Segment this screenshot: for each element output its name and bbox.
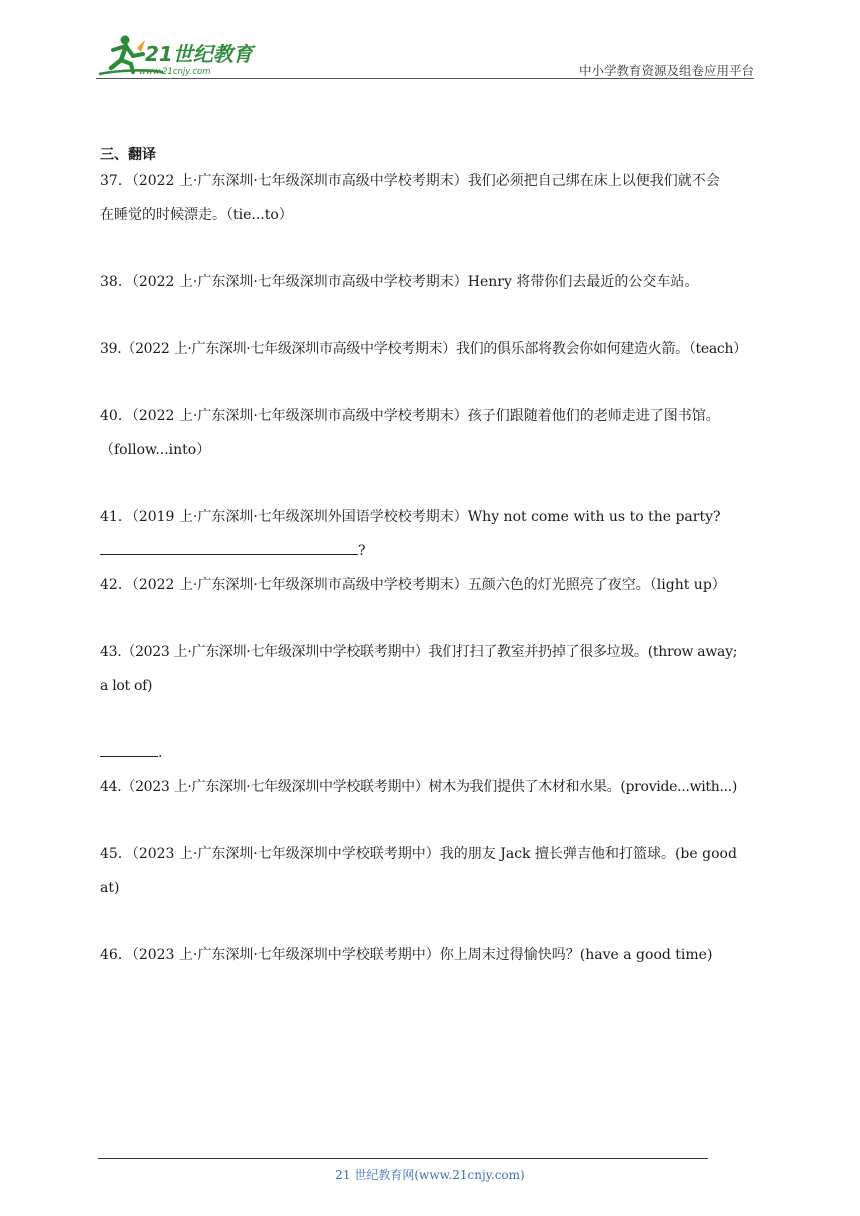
question-38: 38．（2022 上·广东深圳·七年级深圳市高级中学校考期末）Henry 将带你们去最近的公交车站。 [100, 274, 699, 290]
page-header [0, 0, 860, 90]
header-divider [96, 78, 754, 79]
document-body [100, 144, 770, 972]
question-37: 37．（2022 上·广东深圳·七年级深圳市高级中学校考期末）我们必须把自己绑在床上以便我们就不会 在睡觉的时候漂走。（tie...to） [100, 173, 720, 223]
svg-text:www.21cnjy.com: www.21cnjy.com [139, 67, 211, 77]
question-45: 45．（2023 上·广东深圳·七年级深圳中学校联考期中）我的朋友 Jack 擅长弹吉他和打篮球。(be good at) [100, 846, 737, 896]
logo [93, 34, 258, 80]
question-44: 44.（2023 上·广东深圳·七年级深圳中学校联考期中）树木为我们提供了木材和水果。(provide...with...) [100, 779, 738, 795]
platform-name: 中小学教育资源及组卷应用平台 [578, 63, 754, 78]
footer-link[interactable]: 21 世纪教育网(www.21cnjy.com) [335, 1168, 525, 1182]
question-46: 46．（2023 上·广东深圳·七年级深圳中学校联考期中）你上周末过得愉快吗？(have a good time) [100, 947, 713, 963]
answer-blank[interactable] [100, 536, 358, 555]
question-41: 41．（2019 上·广东深圳·七年级深圳外国语学校校考期末）Why not come with us to the party? ? [100, 509, 721, 559]
section-title: 三、翻译 [100, 147, 156, 163]
question-43: 43.（2023 上·广东深圳·七年级深圳中学校联考期中）我们打扫了教室并扔掉了很多垃圾。(throw away; a lot of) . [100, 644, 738, 761]
answer-blank[interactable] [100, 742, 158, 757]
footer-divider [98, 1158, 708, 1159]
svg-text:21世纪教育: 21世纪教育 [145, 42, 253, 66]
question-39: 39.（2022 上·广东深圳·七年级深圳市高级中学校考期末）我们的俱乐部将教会你如何建造火箭。（teach） [100, 341, 747, 357]
runner-logo-icon [93, 34, 258, 80]
question-40: 40．（2022 上·广东深圳·七年级深圳市高级中学校考期末）孩子们跟随着他们的老师走进了图书馆。 （follow...into） [100, 408, 720, 458]
question-42: 42．（2022 上·广东深圳·七年级深圳市高级中学校考期末）五颜六色的灯光照亮了夜空。（light up） [100, 577, 726, 593]
